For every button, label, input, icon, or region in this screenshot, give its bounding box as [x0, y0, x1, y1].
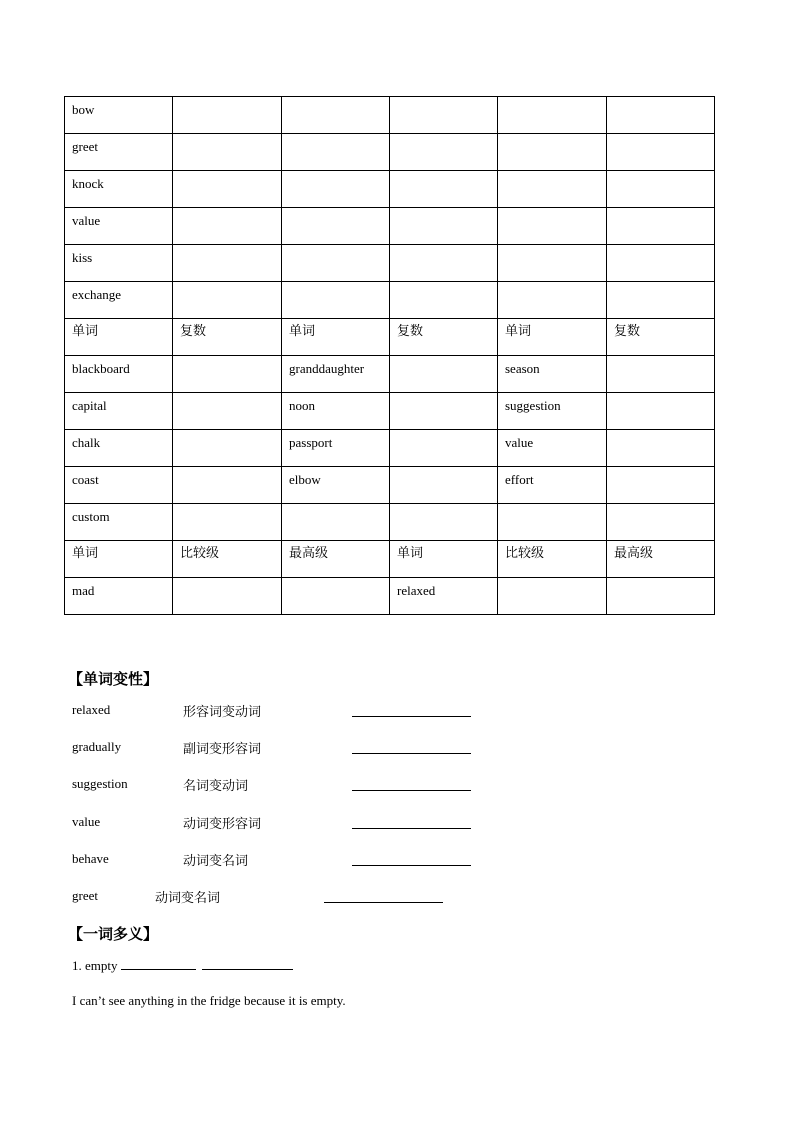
answer-cell[interactable] — [173, 578, 282, 615]
word-change-task: 动词变形容词 — [183, 817, 262, 832]
answer-cell[interactable] — [390, 393, 498, 430]
word-cell: knock — [65, 171, 173, 208]
column-header-cell: 单词 — [65, 319, 173, 356]
answer-cell[interactable] — [390, 97, 498, 134]
table-row — [65, 97, 715, 134]
answer-cell[interactable] — [607, 97, 715, 134]
word-cell: mad — [65, 578, 173, 615]
table-row — [65, 245, 715, 282]
word-cell: bow — [65, 97, 173, 134]
answer-cell[interactable] — [282, 245, 390, 282]
table-row — [65, 319, 715, 356]
answer-blank[interactable] — [202, 957, 293, 970]
column-header-cell: 比较级 — [498, 541, 607, 578]
answer-cell[interactable] — [498, 282, 607, 319]
column-header-cell: 单词 — [498, 319, 607, 356]
vocabulary-table-body — [65, 97, 715, 615]
word-cell: custom — [65, 504, 173, 541]
answer-cell[interactable] — [607, 467, 715, 504]
answer-cell[interactable] — [173, 356, 282, 393]
table-row — [65, 208, 715, 245]
answer-cell[interactable] — [607, 282, 715, 319]
word-change-word: behave — [72, 851, 109, 866]
answer-blank[interactable] — [352, 865, 471, 866]
answer-cell[interactable] — [390, 356, 498, 393]
table-row — [65, 578, 715, 615]
word-cell: kiss — [65, 245, 173, 282]
column-header-cell: 比较级 — [173, 541, 282, 578]
answer-cell[interactable] — [282, 208, 390, 245]
word-cell: noon — [282, 393, 390, 430]
answer-cell[interactable] — [607, 430, 715, 467]
answer-cell[interactable] — [607, 134, 715, 171]
answer-cell[interactable] — [607, 245, 715, 282]
word-change-word: suggestion — [72, 776, 128, 791]
answer-cell[interactable] — [607, 393, 715, 430]
answer-cell[interactable] — [173, 430, 282, 467]
answer-blank[interactable] — [324, 902, 443, 903]
answer-cell[interactable] — [282, 504, 390, 541]
answer-cell[interactable] — [173, 171, 282, 208]
word-change-title: 【单词变性】 — [68, 670, 159, 688]
word-change-word: greet — [72, 888, 98, 903]
answer-cell[interactable] — [607, 171, 715, 208]
word-change-word: gradually — [72, 739, 122, 754]
polysemy-item — [72, 957, 293, 974]
answer-cell[interactable] — [390, 504, 498, 541]
answer-cell[interactable] — [607, 208, 715, 245]
word-cell: suggestion — [498, 393, 607, 430]
word-cell: exchange — [65, 282, 173, 319]
answer-cell[interactable] — [390, 134, 498, 171]
word-cell: value — [65, 208, 173, 245]
word-change-task: 动词变名词 — [155, 891, 221, 906]
answer-cell[interactable] — [173, 504, 282, 541]
answer-cell[interactable] — [173, 245, 282, 282]
answer-cell[interactable] — [498, 208, 607, 245]
column-header-cell: 复数 — [173, 319, 282, 356]
answer-cell[interactable] — [173, 134, 282, 171]
answer-cell[interactable] — [282, 134, 390, 171]
answer-cell[interactable] — [173, 97, 282, 134]
answer-cell[interactable] — [390, 171, 498, 208]
word-cell: season — [498, 356, 607, 393]
word-cell: blackboard — [65, 356, 173, 393]
word-change-word: value — [72, 814, 101, 829]
word-cell: effort — [498, 467, 607, 504]
answer-cell[interactable] — [390, 282, 498, 319]
table-row — [65, 356, 715, 393]
polysemy-title: 【一词多义】 — [68, 925, 159, 943]
word-cell: value — [498, 430, 607, 467]
example-sentence: I can’t see anything in the fridge because it is empty. — [72, 993, 346, 1008]
column-header-cell: 单词 — [390, 541, 498, 578]
word-cell: elbow — [282, 467, 390, 504]
column-header-cell: 单词 — [282, 319, 390, 356]
answer-cell[interactable] — [390, 208, 498, 245]
vocabulary-table — [64, 96, 715, 615]
word-change-task: 名词变动词 — [183, 779, 249, 794]
word-cell: chalk — [65, 430, 173, 467]
answer-cell[interactable] — [498, 134, 607, 171]
word-change-task: 副词变形容词 — [183, 742, 262, 757]
answer-cell[interactable] — [282, 171, 390, 208]
polysemy-item-label: 1. empty — [72, 958, 118, 973]
word-cell: passport — [282, 430, 390, 467]
table-row — [65, 541, 715, 578]
answer-blank[interactable] — [352, 753, 471, 754]
answer-cell[interactable] — [173, 467, 282, 504]
word-cell: granddaughter — [282, 356, 390, 393]
answer-cell[interactable] — [282, 578, 390, 615]
answer-cell[interactable] — [498, 97, 607, 134]
answer-blank[interactable] — [352, 828, 471, 829]
answer-cell[interactable] — [173, 208, 282, 245]
answer-cell[interactable] — [607, 356, 715, 393]
answer-cell[interactable] — [498, 504, 607, 541]
column-header-cell: 最高级 — [607, 541, 715, 578]
answer-cell[interactable] — [498, 578, 607, 615]
answer-cell[interactable] — [390, 245, 498, 282]
column-header-cell: 复数 — [607, 319, 715, 356]
word-change-task: 动词变名词 — [183, 854, 249, 869]
column-header-cell: 最高级 — [282, 541, 390, 578]
answer-cell[interactable] — [390, 430, 498, 467]
table-row — [65, 171, 715, 208]
answer-cell[interactable] — [607, 578, 715, 615]
answer-cell[interactable] — [498, 171, 607, 208]
table-row — [65, 393, 715, 430]
table-row — [65, 282, 715, 319]
word-change-word: relaxed — [72, 702, 111, 717]
answer-cell[interactable] — [173, 393, 282, 430]
column-header-cell: 单词 — [65, 541, 173, 578]
answer-cell[interactable] — [390, 467, 498, 504]
word-change-task: 形容词变动词 — [183, 705, 262, 720]
answer-cell[interactable] — [173, 282, 282, 319]
answer-blank[interactable] — [121, 957, 196, 970]
word-cell: coast — [65, 467, 173, 504]
table-row — [65, 134, 715, 171]
word-cell: relaxed — [390, 578, 498, 615]
answer-blank[interactable] — [352, 790, 471, 791]
answer-cell[interactable] — [282, 282, 390, 319]
answer-cell[interactable] — [607, 504, 715, 541]
word-cell: capital — [65, 393, 173, 430]
answer-blank[interactable] — [352, 716, 471, 717]
column-header-cell: 复数 — [390, 319, 498, 356]
table-row — [65, 504, 715, 541]
answer-cell[interactable] — [498, 245, 607, 282]
word-cell: greet — [65, 134, 173, 171]
table-row — [65, 430, 715, 467]
table-row — [65, 467, 715, 504]
answer-cell[interactable] — [282, 97, 390, 134]
